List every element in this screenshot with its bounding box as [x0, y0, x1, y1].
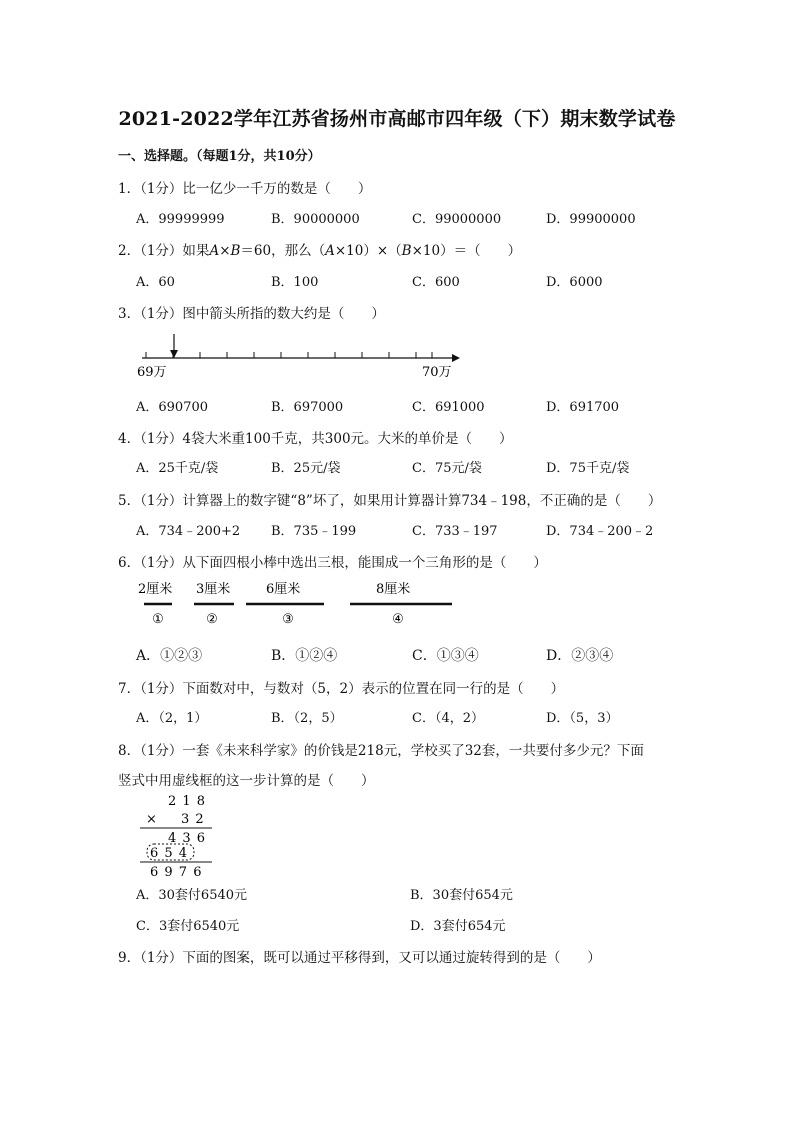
option-c[interactable]: C．600: [412, 275, 460, 290]
option-d[interactable]: D．②③④: [546, 648, 614, 664]
option-c[interactable]: C．733﹣197: [412, 524, 498, 539]
calc-row-1: 2 1 8: [168, 794, 207, 809]
stick-1-label: 2厘米: [138, 582, 173, 597]
option-b[interactable]: B．100: [271, 275, 319, 290]
option-c[interactable]: C．691000: [412, 400, 485, 415]
option-c[interactable]: C．99000000: [412, 212, 502, 227]
number-line-ticks: [146, 352, 432, 358]
question-8-options-row-1: [136, 884, 696, 904]
question-2-mid2: ×10）×（: [334, 243, 402, 259]
option-d[interactable]: D．3套付654元: [410, 919, 506, 934]
question-2: [118, 239, 521, 259]
calc-row-3: 4 3 6: [168, 831, 207, 846]
question-8-line-2: 竖式中用虚线框的这一步计算的是（ ）: [118, 773, 375, 789]
axis-arrowhead: [452, 354, 460, 362]
option-d[interactable]: D．（5，3）: [546, 711, 619, 726]
question-5-options: [136, 520, 696, 540]
label-70-wan: 70万: [422, 365, 452, 380]
option-a[interactable]: A．60: [136, 275, 175, 290]
question-3-options: [136, 396, 696, 416]
option-d[interactable]: D．75千克/袋: [546, 461, 630, 476]
option-a[interactable]: A．（2，1）: [136, 711, 208, 726]
section-heading: 一、选择题。（每题1分，共10分）: [118, 149, 321, 164]
question-4: 4．（1分）4袋大米重100千克，共300元。大米的单价是（ ）: [118, 431, 513, 447]
question-2-end: ×10）＝（ ）: [411, 243, 522, 259]
variable-a: A: [209, 243, 220, 259]
question-5: 5．（1分）计算器上的数字键“8”坏了，如果用计算器计算734﹣198，不正确的是（ ）: [118, 493, 662, 509]
option-d[interactable]: D．734﹣200﹣2: [546, 524, 654, 539]
option-b[interactable]: B．697000: [271, 400, 344, 415]
calc-row-2: 3 2: [181, 812, 205, 827]
label-69-wan: 69万: [137, 365, 167, 380]
option-a[interactable]: A．25千克/袋: [136, 461, 219, 476]
variable-b-2: B: [401, 243, 412, 259]
question-4-options: [136, 457, 696, 477]
variable-a-2: A: [325, 243, 335, 259]
stick-4-mark: ④: [392, 612, 404, 627]
option-a[interactable]: A．690700: [136, 400, 209, 415]
option-b[interactable]: B．25元/袋: [271, 461, 341, 476]
question-3: 3．（1分）图中箭头所指的数大约是（ ）: [118, 306, 385, 322]
question-2-options: [136, 271, 696, 291]
number-line-figure: [130, 330, 470, 382]
option-b[interactable]: B．735﹣199: [271, 524, 357, 539]
option-a[interactable]: A．734﹣200+2: [136, 524, 241, 539]
option-b[interactable]: B．（2，5）: [271, 711, 343, 726]
option-d[interactable]: D．99900000: [546, 212, 636, 227]
option-a[interactable]: A．①②③: [136, 648, 203, 664]
pointer-arrowhead: [170, 350, 178, 358]
calc-row-4: 6 5 4: [150, 846, 189, 861]
option-c[interactable]: C．①③④: [412, 648, 479, 664]
sticks-figure: [136, 575, 466, 635]
option-a[interactable]: A．99999999: [136, 212, 225, 227]
option-b[interactable]: B．30套付654元: [410, 888, 513, 903]
stick-2-mark: ②: [206, 612, 218, 627]
vertical-multiplication-figure: [136, 791, 226, 881]
calc-row-5: 6 9 7 6: [150, 865, 203, 880]
question-7: 7．（1分）下面数对中，与数对（5，2）表示的位置在同一行的是（ ）: [118, 681, 565, 697]
question-8-options-row-2: [136, 915, 696, 935]
option-d[interactable]: D．691700: [546, 400, 620, 415]
stick-4-label: 8厘米: [376, 582, 411, 597]
stick-3-mark: ③: [282, 612, 294, 627]
question-9: 9．（1分）下面的图案，既可以通过平移得到，又可以通过旋转得到的是（ ）: [118, 950, 601, 966]
option-c[interactable]: C．3套付6540元: [136, 919, 240, 934]
question-8-line-1: 8．（1分）一套《未来科学家》的价钱是218元，学校买了32套，一共要付多少元？下面: [118, 743, 644, 759]
stick-2-label: 3厘米: [196, 582, 231, 597]
times-sign: ×: [219, 243, 231, 259]
question-7-options: [136, 707, 696, 727]
variable-b: B: [230, 243, 241, 259]
question-2-mid: ＝60，那么（: [240, 243, 326, 259]
question-1: 1．（1分）比一亿少一千万的数是（ ）: [118, 181, 372, 197]
option-a[interactable]: A．30套付6540元: [136, 888, 248, 903]
question-6: 6．（1分）从下面四根小棒中选出三根，能围成一个三角形的是（ ）: [118, 555, 547, 571]
option-c[interactable]: C．75元/袋: [412, 461, 482, 476]
question-6-options: [136, 645, 696, 665]
option-c[interactable]: C．（4，2）: [412, 711, 484, 726]
question-2-prefix: 2．（1分）如果: [118, 243, 210, 259]
stick-3-label: 6厘米: [266, 582, 301, 597]
option-d[interactable]: D．6000: [546, 275, 603, 290]
calc-times-sign: ×: [146, 812, 157, 827]
option-b[interactable]: B．①②④: [271, 648, 338, 664]
question-1-options: [136, 208, 696, 228]
page-title: 2021-2022学年江苏省扬州市高邮市四年级（下）期末数学试卷: [118, 108, 676, 130]
stick-1-mark: ①: [152, 612, 164, 627]
option-b[interactable]: B．90000000: [271, 212, 360, 227]
